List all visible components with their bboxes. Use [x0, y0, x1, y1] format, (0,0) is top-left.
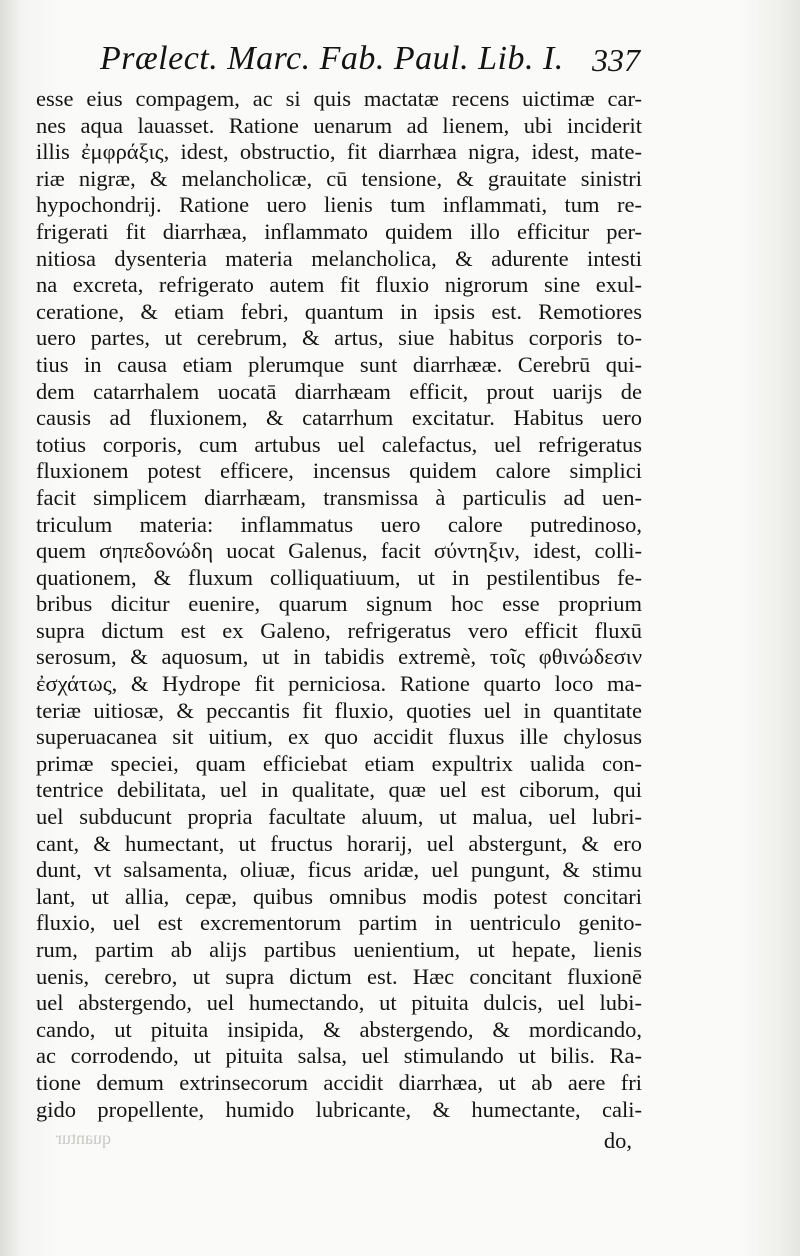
- text-line: bribus dicitur euenire, quarum signum hoc esse proprium: [36, 591, 642, 617]
- text-line: dem catarrhalem uocatā diarrhæam efficit, prout uarijs de: [36, 378, 642, 404]
- text-line: frigerati fit diarrhæa, inflammato quidem illo efficitur per-: [36, 218, 642, 244]
- text-line: ἐσχάτως, & Hydrope fit perniciosa. Ratione quarto loco ma-: [36, 671, 642, 697]
- text-line: uenis, cerebro, ut supra dictum est. Hæc concitant fluxionē: [36, 963, 642, 989]
- text-line: superuacanea sit uitium, ex quo accidit fluxus ille chylosus: [36, 724, 642, 750]
- running-head: Prælect. Marc. Fab. Paul. Lib. I.: [100, 40, 564, 77]
- text-line: lant, ut allia, cepæ, quibus omnibus modis potest concitari: [36, 883, 642, 909]
- text-line: totius corporis, cum artubus uel calefactus, uel refrigeratus: [36, 431, 642, 457]
- text-line: tius in causa etiam plerumque sunt diarrhææ. Cerebrū qui-: [36, 351, 642, 377]
- text-line: cando, ut pituita insipida, & abstergendo, & mordicando,: [36, 1016, 642, 1042]
- text-line: primæ speciei, quam efficiebat etiam expultrix ualida con-: [36, 750, 642, 776]
- body-text: [36, 86, 642, 1123]
- page-header: [100, 40, 640, 84]
- text-line: quationem, & fluxum colliquatiuum, ut in pestilentibus fe-: [36, 564, 642, 590]
- catchword: do,: [603, 1128, 632, 1153]
- text-line: causis ad fluxionem, & catarrhum excitatur. Habitus uero: [36, 405, 642, 431]
- text-line: tentrice debilitata, uel in qualitate, quæ uel est ciborum, qui: [36, 777, 642, 803]
- text-line: nes aqua lauasset. Ratione uenarum ad lienem, ubi inciderit: [36, 112, 642, 138]
- text-line: triculum materia: inflammatus uero calore putredinoso,: [36, 511, 642, 537]
- text-line: nitiosa dysenteria materia melancholica, & adurente intesti: [36, 245, 642, 271]
- text-line: tione demum extrinsecorum accidit diarrhæa, ut ab aere fri: [36, 1069, 642, 1095]
- text-line: na excreta, refrigerato autem fit fluxio nigrorum sine exul-: [36, 272, 642, 298]
- text-line: uero partes, ut cerebrum, & artus, siue habitus corporis to-: [36, 325, 642, 351]
- text-line: dunt, vt salsamenta, oliuæ, ficus aridæ, uel pungunt, & stimu: [36, 857, 642, 883]
- text-line: ceratione, & etiam febri, quantum in ipsis est. Remotiores: [36, 298, 642, 324]
- text-line: illis ἐμφράξις, idest, obstructio, fit diarrhæa nigra, idest, mate-: [36, 139, 642, 165]
- text-line: teriæ uitiosæ, & peccantis fit fluxio, quoties uel in quantitate: [36, 697, 642, 723]
- text-line: cant, & humectant, ut fructus horarij, uel abstergunt, & ero: [36, 830, 642, 856]
- text-line: uel abstergendo, uel humectando, ut pituita dulcis, uel lubi-: [36, 990, 642, 1016]
- text-line: hypochondrij. Ratione uero lienis tum inflammati, tum re-: [36, 192, 642, 218]
- text-line: quem σηπεδονώδη uocat Galenus, facit σύντηξιν, idest, colli-: [36, 538, 642, 564]
- text-line: serosum, & aquosum, ut in tabidis extremè, τοῖς φθινώδεσιν: [36, 644, 642, 670]
- text-line: rum, partim ab alijs partibus uenientium, ut hepate, lienis: [36, 937, 642, 962]
- text-line: fluxionem potest efficere, incensus quidem calore simplici: [36, 458, 642, 484]
- text-line: riæ nigræ, & melancholicæ, cū tensione, & grauitate sinistri: [36, 165, 642, 191]
- text-line: ac corrodendo, ut pituita salsa, uel stimulando ut bilis. Ra-: [36, 1043, 642, 1069]
- text-line: fluxio, uel est excrementorum partim in uentriculo genito-: [36, 910, 642, 936]
- text-line: uel subducunt propria facultate aluum, ut malua, uel lubri-: [36, 804, 642, 830]
- page-number: 337: [592, 42, 640, 78]
- text-line: facit simplicem diarrhæam, transmissa à particulis ad uen-: [36, 484, 642, 510]
- show-through-text: quantur: [56, 1128, 111, 1148]
- text-line: gido propellente, humido lubricante, & humectante, cali-: [36, 1096, 642, 1122]
- text-line: esse eius compagem, ac si quis mactatæ recens uictimæ car-: [36, 86, 642, 111]
- text-line: supra dictum est ex Galeno, refrigeratus vero efficit fluxū: [36, 617, 642, 643]
